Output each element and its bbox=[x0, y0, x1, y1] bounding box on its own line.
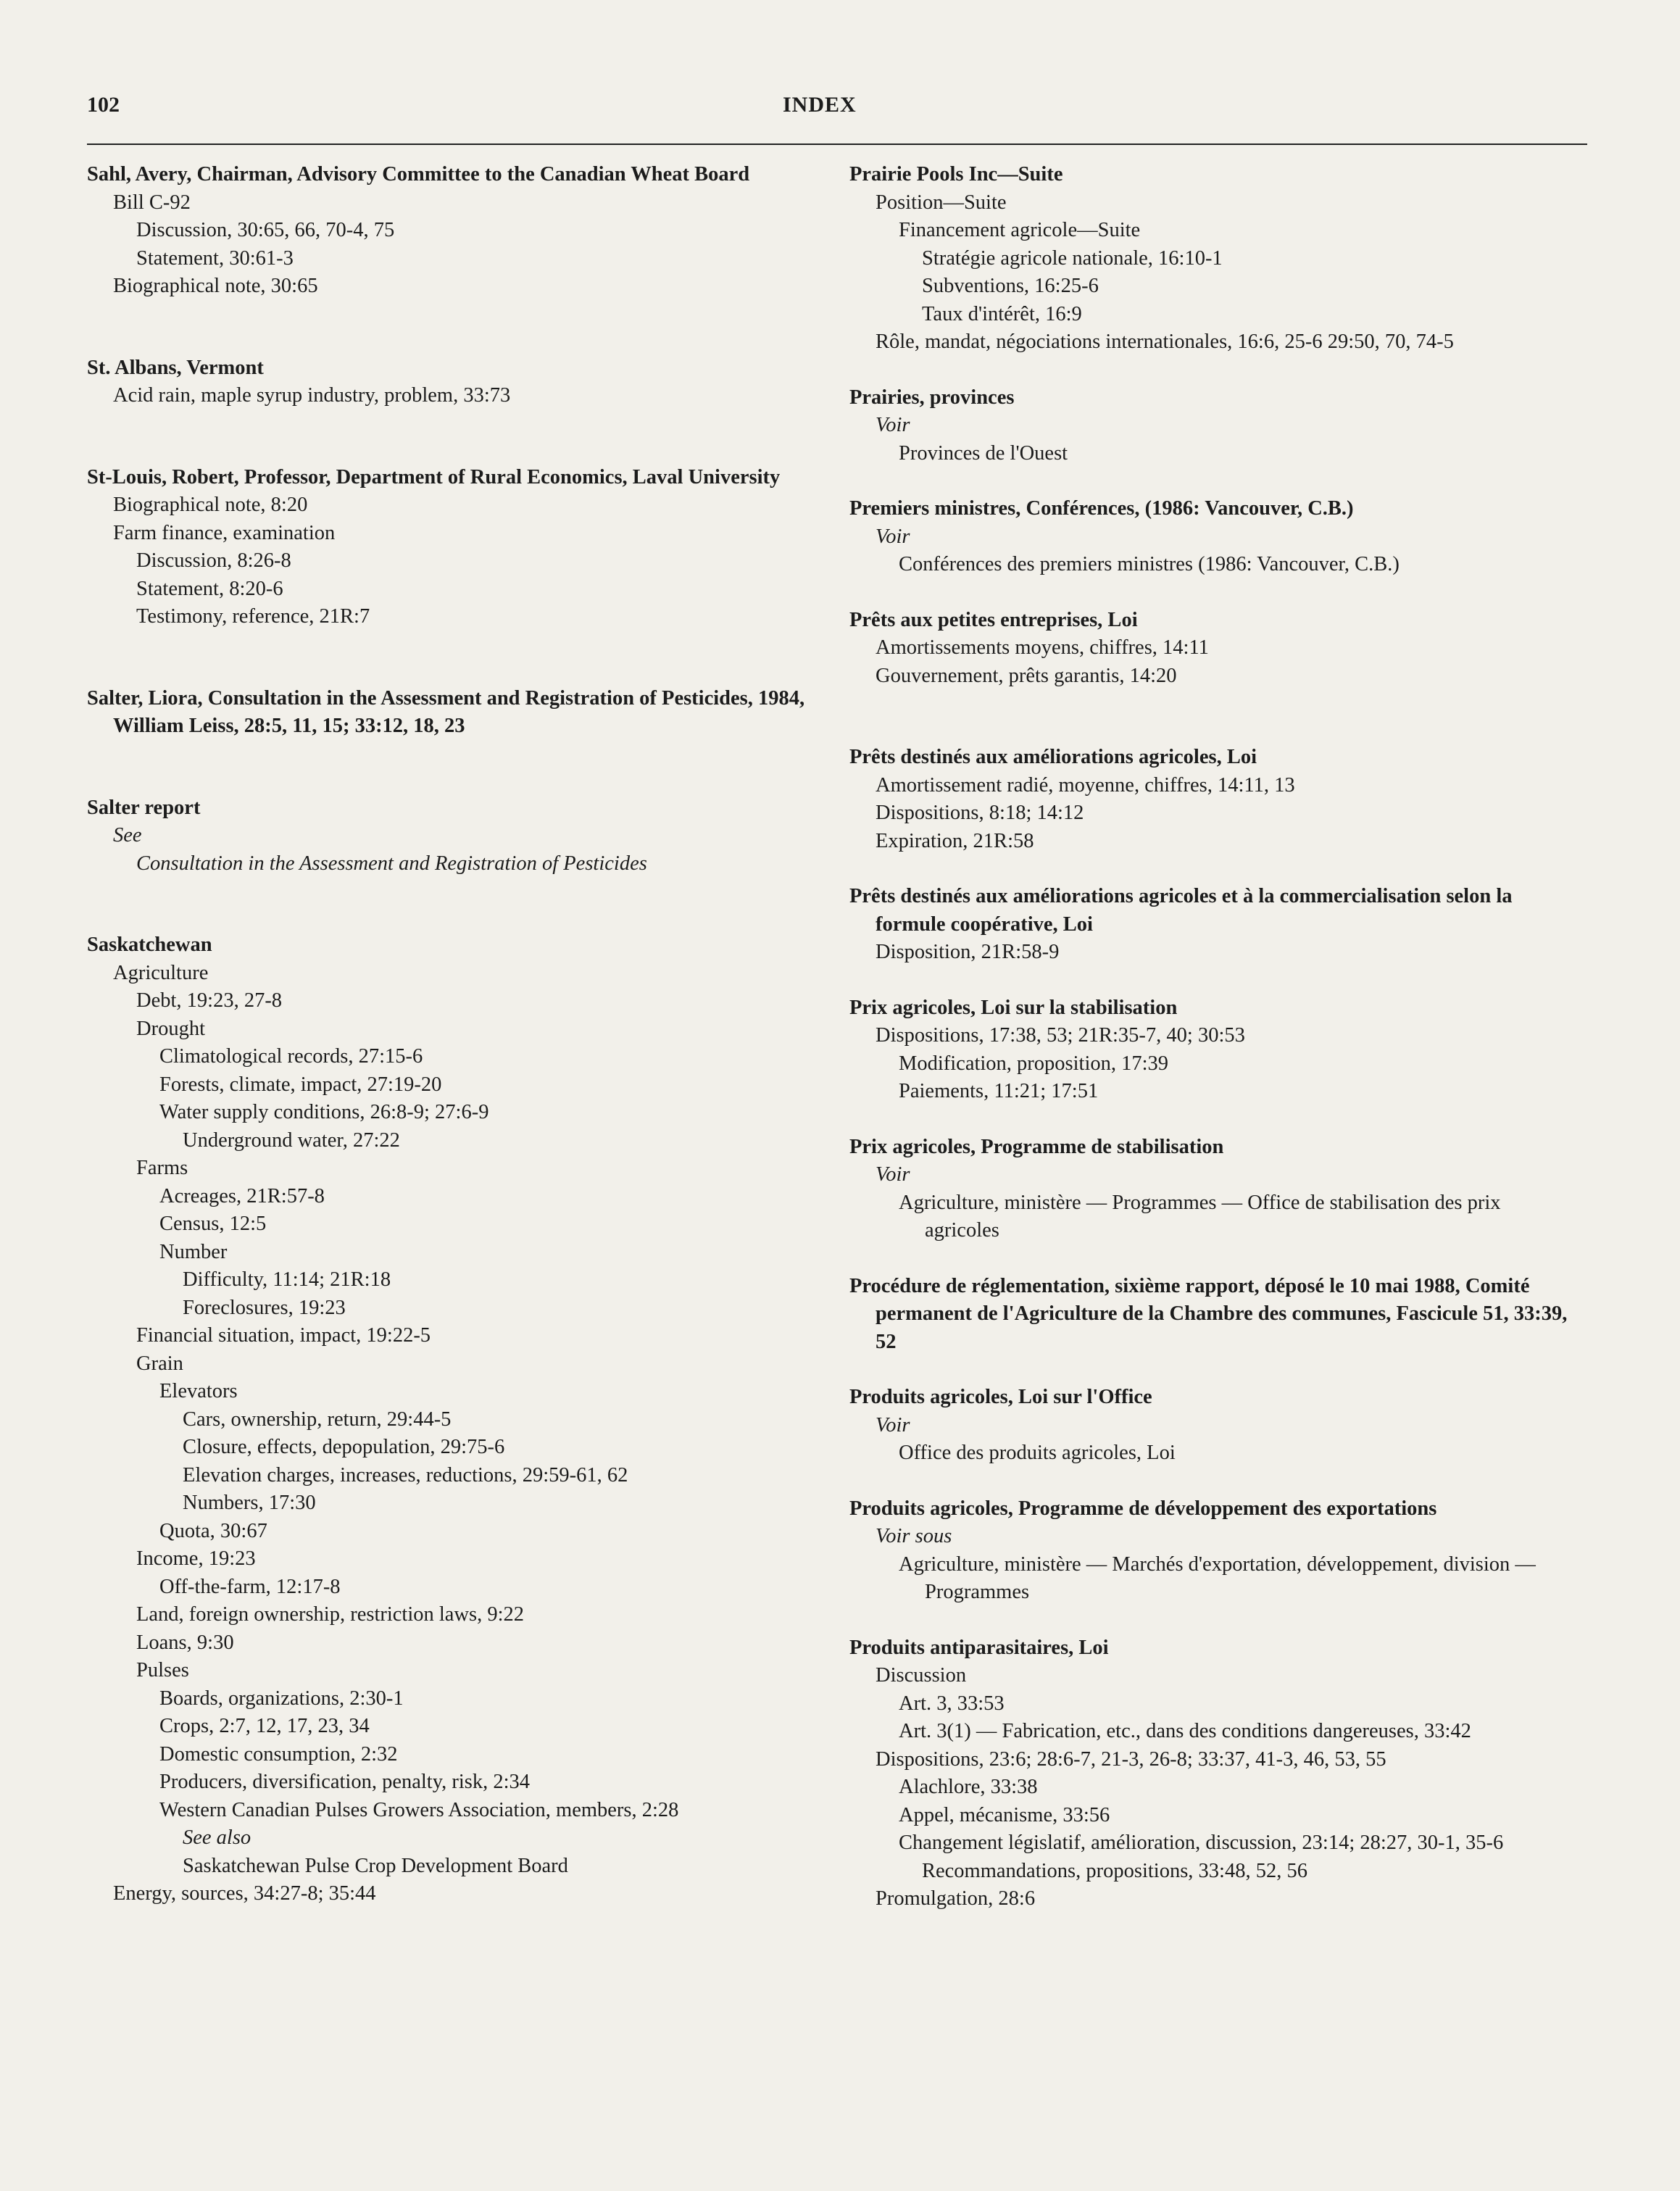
index-subentry: Domestic consumption, 2:32 bbox=[159, 1742, 398, 1766]
index-entry bbox=[849, 495, 1574, 579]
index-subentry: Art. 3, 33:53 bbox=[899, 1692, 1005, 1715]
index-heading: Produits antiparasitaires, Loi bbox=[849, 1636, 1109, 1659]
index-subentry: Voir bbox=[876, 1413, 910, 1437]
index-subentry: See also bbox=[183, 1826, 251, 1849]
index-subentry: Promulgation, 28:6 bbox=[876, 1887, 1036, 1910]
index-entry bbox=[849, 1384, 1574, 1468]
index-subentry: Recommandations, propositions, 33:48, 52, 56 bbox=[922, 1859, 1307, 1882]
index-heading: Prêts destinés aux améliorations agricoles et à la commercialisation selon la formule coopérative, Loi bbox=[849, 885, 1513, 936]
index-subentry: Financement agricole—Suite bbox=[899, 219, 1141, 241]
index-subentry: Discussion, 30:65, 66, 70-4, 75 bbox=[136, 219, 395, 241]
index-subentry: Dispositions, 17:38, 53; 21R:35-7, 40; 30:53 bbox=[876, 1024, 1245, 1047]
index-heading: Prêts destinés aux améliorations agricoles, Loi bbox=[849, 746, 1257, 768]
index-heading: Produits agricoles, Programme de développement des exportations bbox=[849, 1497, 1437, 1520]
index-subentry: Stratégie agricole nationale, 16:10-1 bbox=[922, 246, 1223, 270]
index-subentry: Disposition, 21R:58-9 bbox=[876, 941, 1060, 963]
index-subentry: Amortissement radié, moyenne, chiffres, 14:11, 13 bbox=[876, 773, 1295, 797]
index-entry bbox=[849, 161, 1574, 357]
index-heading: St. Albans, Vermont bbox=[87, 356, 264, 379]
index-subentry: Number bbox=[159, 1240, 228, 1263]
index-heading: Prix agricoles, Programme de stabilisation bbox=[849, 1135, 1224, 1158]
index-subentry: Voir bbox=[876, 414, 910, 436]
index-entry bbox=[849, 1134, 1574, 1245]
index-subentry: Elevation charges, increases, reductions, 29:59-61, 62 bbox=[183, 1463, 628, 1487]
index-subentry: Loans, 9:30 bbox=[136, 1631, 234, 1654]
index-subentry: Biographical note, 30:65 bbox=[113, 275, 318, 297]
index-subentry: Off-the-farm, 12:17-8 bbox=[159, 1575, 341, 1598]
index-heading: Sahl, Avery, Chairman, Advisory Committee to the Canadian Wheat Board bbox=[87, 163, 750, 186]
index-subentry: Foreclosures, 19:23 bbox=[183, 1296, 346, 1319]
index-subentry: Office des produits agricoles, Loi bbox=[899, 1442, 1176, 1464]
index-subentry: Acreages, 21R:57-8 bbox=[159, 1184, 325, 1207]
index-heading: Salter, Liora, Consultation in the Assessment and Registration of Pesticides, 1984, William Leiss, 28:5, 11, 15; 33:12, 18, 23 bbox=[87, 686, 805, 737]
index-subentry: Rôle, mandat, négociations internationales, 16:6, 25-6 29:50, 70, 74-5 bbox=[876, 330, 1454, 353]
index-entry bbox=[87, 931, 819, 1908]
index-subentry: Financial situation, impact, 19:22-5 bbox=[136, 1324, 431, 1347]
index-subentry: Biographical note, 8:20 bbox=[113, 494, 308, 516]
index-entry bbox=[849, 607, 1574, 691]
index-entry bbox=[849, 1495, 1574, 1607]
index-subentry: See bbox=[113, 824, 142, 847]
index-entry bbox=[849, 384, 1574, 468]
index-heading: Prairies, provinces bbox=[849, 386, 1015, 409]
index-heading: Produits agricoles, Loi sur l'Office bbox=[849, 1386, 1152, 1408]
running-head: INDEX bbox=[783, 93, 857, 117]
index-subentry: Conférences des premiers ministres (1986: Vancouver, C.B.) bbox=[899, 553, 1400, 575]
index-subentry: Pulses bbox=[136, 1659, 189, 1681]
index-subentry: Changement législatif, amélioration, discussion, 23:14; 28:27, 30-1, 35-6 bbox=[899, 1832, 1504, 1854]
index-subentry: Income, 19:23 bbox=[136, 1547, 256, 1570]
index-subentry: Discussion, 8:26-8 bbox=[136, 549, 291, 572]
index-entry bbox=[87, 161, 819, 301]
index-subentry: Taux d'intérêt, 16:9 bbox=[922, 302, 1082, 325]
index-column-left bbox=[87, 161, 819, 1936]
index-entry bbox=[849, 883, 1574, 967]
index-heading: Prêts aux petites entreprises, Loi bbox=[849, 608, 1138, 631]
index-entry bbox=[849, 994, 1574, 1106]
index-subentry: Cars, ownership, return, 29:44-5 bbox=[183, 1408, 452, 1431]
index-subentry: Closure, effects, depopulation, 29:75-6 bbox=[183, 1436, 505, 1458]
index-subentry: Climatological records, 27:15-6 bbox=[159, 1045, 423, 1068]
index-subentry: Producers, diversification, penalty, risk, 2:34 bbox=[159, 1771, 531, 1793]
page-number: 102 bbox=[87, 93, 120, 117]
index-subentry: Voir bbox=[876, 525, 910, 548]
index-subentry: Appel, mécanisme, 33:56 bbox=[899, 1803, 1110, 1826]
index-subentry: Statement, 30:61-3 bbox=[136, 246, 294, 270]
index-subentry: Grain bbox=[136, 1352, 183, 1375]
index-subentry: Census, 12:5 bbox=[159, 1213, 267, 1235]
index-heading: Premiers ministres, Conférences, (1986: Vancouver, C.B.) bbox=[849, 497, 1354, 520]
index-subentry: Alachlore, 33:38 bbox=[899, 1776, 1038, 1798]
index-heading: Procédure de réglementation, sixième rapport, déposé le 10 mai 1988, Comité permanent de l'Agriculture de la Chambre des communes, Fascicule 51, 33:39, 52 bbox=[849, 1274, 1568, 1353]
index-subentry: Farms bbox=[136, 1157, 188, 1179]
index-subentry: Quota, 30:67 bbox=[159, 1519, 267, 1542]
index-subentry: Water supply conditions, 26:8-9; 27:6-9 bbox=[159, 1101, 489, 1123]
index-subentry: Paiements, 11:21; 17:51 bbox=[899, 1080, 1099, 1102]
index-subentry: Underground water, 27:22 bbox=[183, 1128, 400, 1152]
index-subentry: Bill C-92 bbox=[113, 191, 191, 214]
index-subentry: Voir sous bbox=[876, 1525, 952, 1547]
index-subentry: Forests, climate, impact, 27:19-20 bbox=[159, 1073, 442, 1096]
index-heading: Prix agricoles, Loi sur la stabilisation bbox=[849, 996, 1178, 1019]
index-subentry: Position—Suite bbox=[876, 191, 1007, 214]
index-heading: Prairie Pools Inc—Suite bbox=[849, 163, 1063, 186]
index-subentry: Dispositions, 23:6; 28:6-7, 21-3, 26-8; 33:37, 41-3, 46, 53, 55 bbox=[876, 1747, 1386, 1771]
index-subentry: Difficulty, 11:14; 21R:18 bbox=[183, 1268, 391, 1291]
index-subentry: Provinces de l'Ouest bbox=[899, 441, 1068, 465]
index-subentry: Farm finance, examination bbox=[113, 521, 336, 544]
index-subentry: Acid rain, maple syrup industry, problem, 33:73 bbox=[113, 384, 511, 407]
header-rule bbox=[87, 144, 1587, 145]
index-subentry: Land, foreign ownership, restriction laws, 9:22 bbox=[136, 1603, 525, 1626]
index-subentry: Agriculture, ministère — Programmes — Office de stabilisation des prix agricoles bbox=[899, 1191, 1501, 1242]
index-entry bbox=[849, 1634, 1574, 1913]
index-subentry: Gouvernement, prêts garantis, 14:20 bbox=[876, 664, 1177, 687]
index-subentry: Elevators bbox=[159, 1380, 238, 1402]
index-column-right bbox=[849, 161, 1574, 1941]
index-entry bbox=[87, 464, 819, 631]
index-subentry: Numbers, 17:30 bbox=[183, 1492, 316, 1514]
index-entry bbox=[87, 685, 819, 741]
index-heading: Saskatchewan bbox=[87, 934, 212, 956]
index-entry bbox=[849, 744, 1574, 855]
index-subentry: Debt, 19:23, 27-8 bbox=[136, 989, 283, 1012]
index-subentry: Boards, organizations, 2:30-1 bbox=[159, 1687, 404, 1710]
index-heading: Salter report bbox=[87, 796, 201, 819]
index-entry bbox=[87, 354, 819, 410]
index-heading: St-Louis, Robert, Professor, Department of Rural Economics, Laval University bbox=[87, 465, 781, 488]
index-subentry: Modification, proposition, 17:39 bbox=[899, 1052, 1169, 1075]
index-subentry: Agriculture, ministère — Marchés d'exportation, développement, division — Programmes bbox=[899, 1552, 1536, 1603]
index-subentry: Voir bbox=[876, 1163, 910, 1186]
index-subentry: Drought bbox=[136, 1017, 205, 1040]
index-subentry: Art. 3(1) — Fabrication, etc., dans des conditions dangereuses, 33:42 bbox=[899, 1720, 1471, 1742]
index-subentry: Expiration, 21R:58 bbox=[876, 829, 1034, 852]
index-entry bbox=[849, 1273, 1574, 1357]
index-subentry: Amortissements moyens, chiffres, 14:11 bbox=[876, 636, 1209, 659]
index-subentry: Subventions, 16:25-6 bbox=[922, 275, 1099, 297]
index-subentry: Statement, 8:20-6 bbox=[136, 577, 283, 600]
index-subentry: Saskatchewan Pulse Crop Development Board bbox=[183, 1854, 568, 1877]
index-subentry: Agriculture bbox=[113, 961, 209, 984]
index-entry bbox=[87, 794, 819, 878]
index-subentry: Western Canadian Pulses Growers Association, members, 2:28 bbox=[159, 1798, 679, 1821]
index-subentry: Discussion bbox=[876, 1664, 967, 1687]
index-subentry: Energy, sources, 34:27-8; 35:44 bbox=[113, 1882, 376, 1905]
index-subentry: Consultation in the Assessment and Registration of Pesticides bbox=[136, 852, 647, 875]
index-subentry: Dispositions, 8:18; 14:12 bbox=[876, 802, 1084, 824]
index-subentry: Testimony, reference, 21R:7 bbox=[136, 605, 370, 628]
index-subentry: Crops, 2:7, 12, 17, 23, 34 bbox=[159, 1715, 370, 1737]
